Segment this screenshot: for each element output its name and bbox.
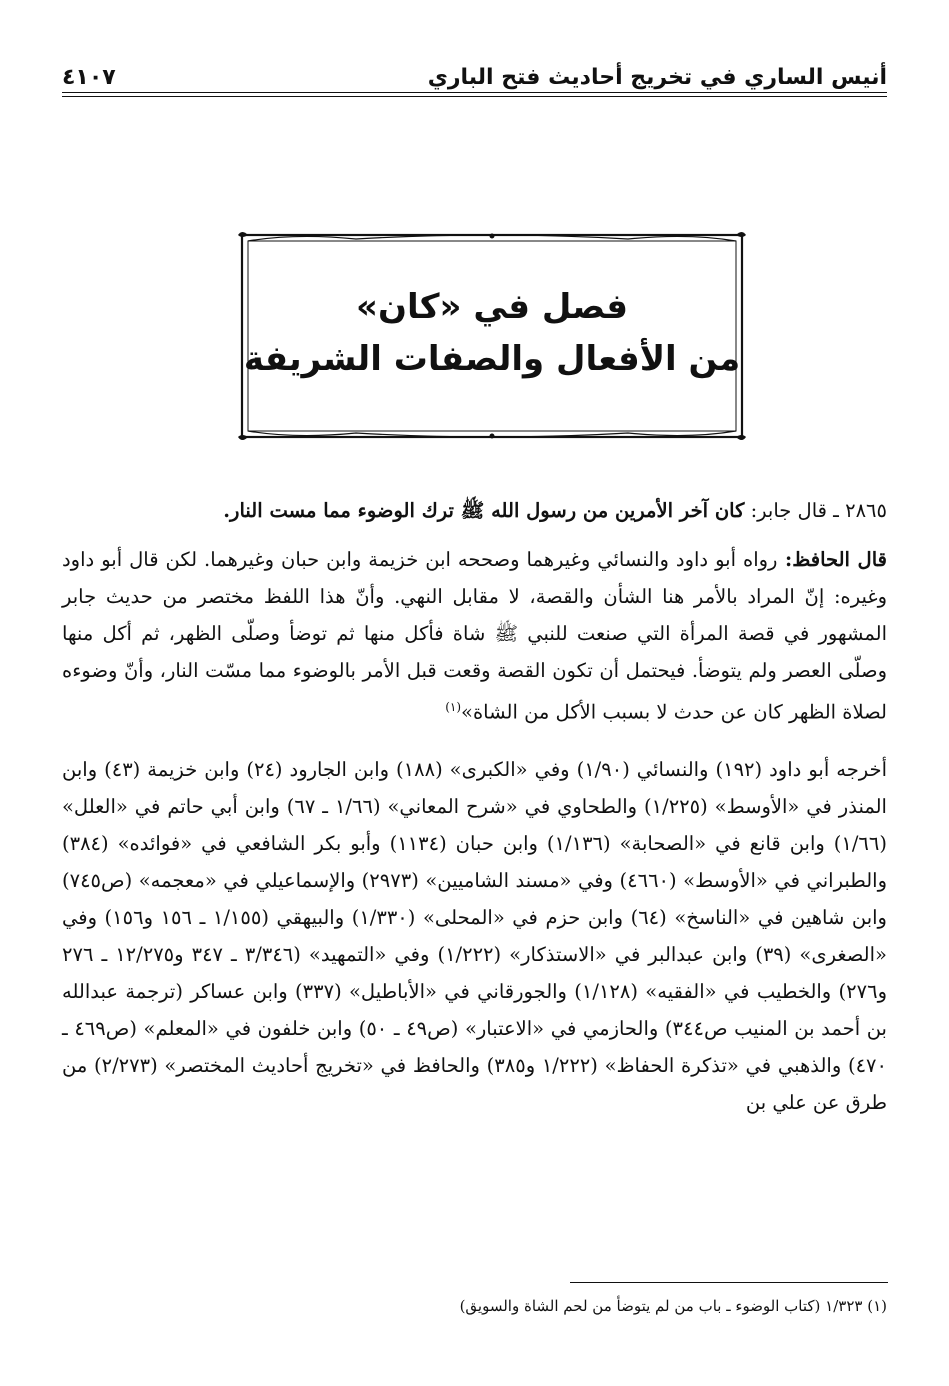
takhrij-paragraph: أخرجه أبو داود (١٩٢) والنسائي (١/٩٠) وفي «الكبرى» (١٨٨) وابن الجارود (٢٤) وابن خزيمة (٤٣) وابن المنذر في «الأوسط» (١/٢٢٥) والطحاوي في «شرح المعاني» (١/٦٦ ـ ٦٧) وابن أبي حاتم في «العلل» (١/٦٦) وابن قانع في «الصحابة» (١/١٣٦) وابن حبان (١١٣٤) وأبو بكر الشافعي في «فوائده» (٣٨٤) والطبراني في «الأوسط» (٤٦٦٠) وفي «مسند الشاميين» (٢٩٧٣) والإسماعيلي في «معجمه» (ص٧٤٥) وابن شاهين في «الناسخ» (٦٤) وابن حزم في «المحلى» (١/٣٣٠) والبيهقي (١/١٥٥ ـ ١٥٦ و١٥٦) وفي «الصغرى» (٣٩) وابن عبدالبر في «الاستذكار» (١/٢٢٢) وفي «التمهيد» (٣/٣٤٦ ـ ٣٤٧ و١٢/٢٧٥ ـ ٢٧٦ و٢٧٦) والخطيب في «الفقيه» (١/١٢٨) والجورقاني في «الأباطيل» (٣٣٧) وابن عساكر (ترجمة عبدالله بن أحمد بن المنيب ص٣٤٤) والحازمي في «الاعتبار» (ص٤٩ ـ ٥٠) وابن خلفون في «المعلم» (ص٤٦٩ ـ ٤٧٠) والذهبي في «تذكرة الحفاظ» (١/٢٢٢ و٣٨٥) والحافظ في «تخريج أحاديث المختصر» (٢/٢٧٣) من طرق عن علي بن [62, 757, 887, 1114]
hadith-paragraph [62, 492, 887, 529]
running-title: أنيس الساري في تخريج أحاديث فتح الباري [427, 65, 887, 90]
header-rule-thin [62, 96, 887, 97]
section-title [236, 281, 748, 385]
main-text [62, 492, 887, 1121]
section-title-line2: من الأفعال والصفات الشريفة [243, 339, 741, 379]
hadith-number: ٢٨٦٥ ـ قال جابر: [744, 499, 887, 522]
hafiz-text: رواه أبو داود والنسائي وغيرهما وصححه ابن خزيمة وابن حبان وغيرهما. لكن قال أبو داود وغيره: إنّ المراد بالأمر هنا الشأن والقصة، لا مقابل النهي. وأنّ هذا اللفظ مختصر من حديث جابر المشهور في قصة المرأة التي صنعت للنبي ﷺ شاة فأكل منها ثم توضأ وصلّى الظهر، ثم أكل منها وصلّى العصر ولم يتوضأ. فيحتمل أن تكون القصة وقعت قبل الأمر بالوضوء مما مسّت النار، وأنّ وضوءه لصلاة الظهر كان عن حدث لا بسبب الأكل من الشاة» [62, 548, 887, 724]
section-title-line1: فصل في «كان» [356, 287, 628, 327]
hadith-text: كان آخر الأمرين من رسول الله ﷺ ترك الوضوء مما مست النار. [223, 499, 745, 522]
page-number: ٤١٠٧ [62, 65, 116, 90]
running-header [62, 54, 887, 90]
section-title-frame [236, 229, 748, 443]
footnote: (١) ١/٣٢٣ (كتاب الوضوء ـ باب من لم يتوضأ من لحم الشاة والسويق) [459, 1297, 887, 1315]
hafiz-paragraph [62, 541, 887, 731]
header-rule [62, 92, 887, 93]
hafiz-label: قال الحافظ: [777, 548, 887, 571]
footnote-rule [570, 1282, 888, 1283]
footnote-marker: (١) [445, 700, 462, 714]
